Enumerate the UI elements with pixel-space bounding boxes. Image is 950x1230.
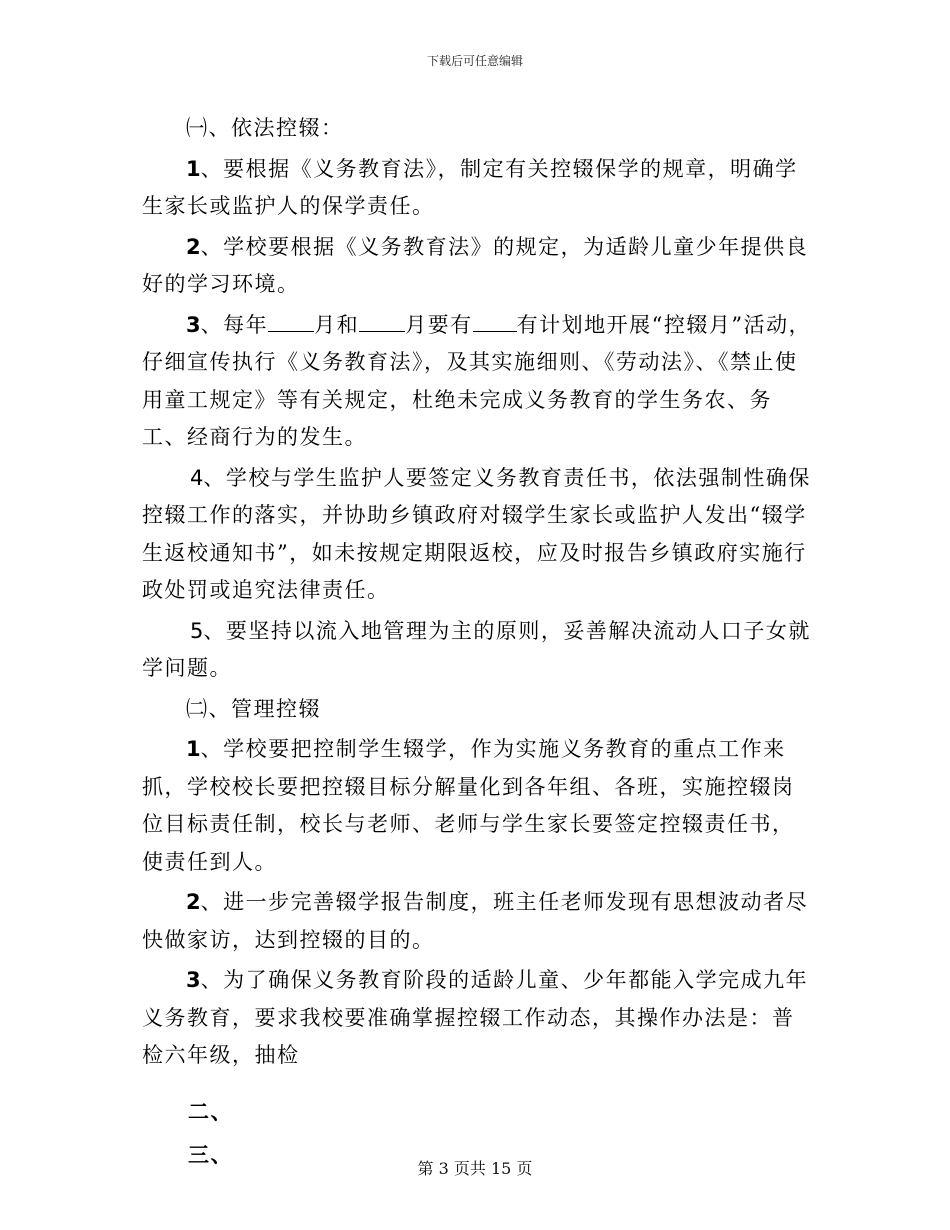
item-text-pre: 、每年 xyxy=(200,312,269,337)
fill-blank xyxy=(473,311,517,332)
item-number: 5 xyxy=(190,618,204,643)
section-heading-1: ㈠、依法控辍： xyxy=(186,116,344,140)
item-number: 3 xyxy=(186,968,201,992)
page-header: 下载后可任意编辑 xyxy=(426,54,523,68)
item-text-post: 有计划地开展“控辍月”活动，仔细宣传执行《义务教育法》，及其实施细则、《劳动法》、《禁止使用童工规定》等有关规定，杜绝未完成义务教育的学生务农、务工、经商行为的发生。 xyxy=(142,312,812,449)
document-body xyxy=(142,110,814,1174)
item-text: 、学校要把控制学生辍学，作为实施义务教育的重点工作来抓，学校校长要把控辍目标分解量化到各年组、各班，实施控辍岗位目标责任制，校长与老师、老师与学生家长要签定控辍责任书，使责任到人。 xyxy=(142,737,795,874)
item-number: 1 xyxy=(186,156,201,181)
item-text-mid: 月和 xyxy=(314,312,360,337)
fill-blank xyxy=(359,311,405,332)
list-item xyxy=(142,460,814,610)
item-text: 、进一步完善辍学报告制度，班主任老师发现有思想波动者尽快做家访，达到控辍的目的。 xyxy=(142,890,809,952)
list-item xyxy=(142,229,814,304)
item-text-mid: 月要有 xyxy=(405,312,473,337)
item-number: 2 xyxy=(186,234,201,259)
section-heading-2: ㈡、管理控辍 xyxy=(186,696,321,721)
item-text: 、要根据《义务教育法》，制定有关控辍保学的规章，明确学生家长或监护人的保学责任。 xyxy=(142,156,798,218)
list-item xyxy=(142,307,814,457)
fill-blank xyxy=(268,311,314,332)
list-item xyxy=(142,151,814,226)
section-heading-4: 三、 xyxy=(188,1142,233,1167)
page-footer: 第 3 页共 15 页 xyxy=(417,1159,533,1178)
item-text: 、为了确保义务教育阶段的适龄儿童、少年都能入学完成九年义务教育，要求我校要准确掌握控辍工作动态，其操作办法是：普检六年级，抽检 xyxy=(142,968,809,1067)
list-item xyxy=(142,884,814,959)
list-item xyxy=(142,731,814,881)
list-item xyxy=(142,613,814,688)
item-text: 、学校要根据《义务教育法》的规定，为适龄儿童少年提供良好的学习环境。 xyxy=(142,234,809,296)
section-heading-3: 二、 xyxy=(188,1098,233,1124)
item-number: 4 xyxy=(190,465,204,490)
item-text: 、学校与学生监护人要签定义务教育责任书，依法强制性确保控辍工作的落实，并协助乡镇政府对辍学生家长或监护人发出“辍学生返校通知书”，如未按规定期限返校，应及时报告乡镇政府实施行政处罚或追究法律责任。 xyxy=(142,465,811,602)
item-number: 3 xyxy=(186,312,201,337)
list-item xyxy=(142,962,814,1075)
item-number: 1 xyxy=(186,737,201,761)
item-text: 、要坚持以流入地管理为主的原则，妥善解决流动人口子女就学问题。 xyxy=(142,618,811,680)
item-number: 2 xyxy=(186,890,201,914)
